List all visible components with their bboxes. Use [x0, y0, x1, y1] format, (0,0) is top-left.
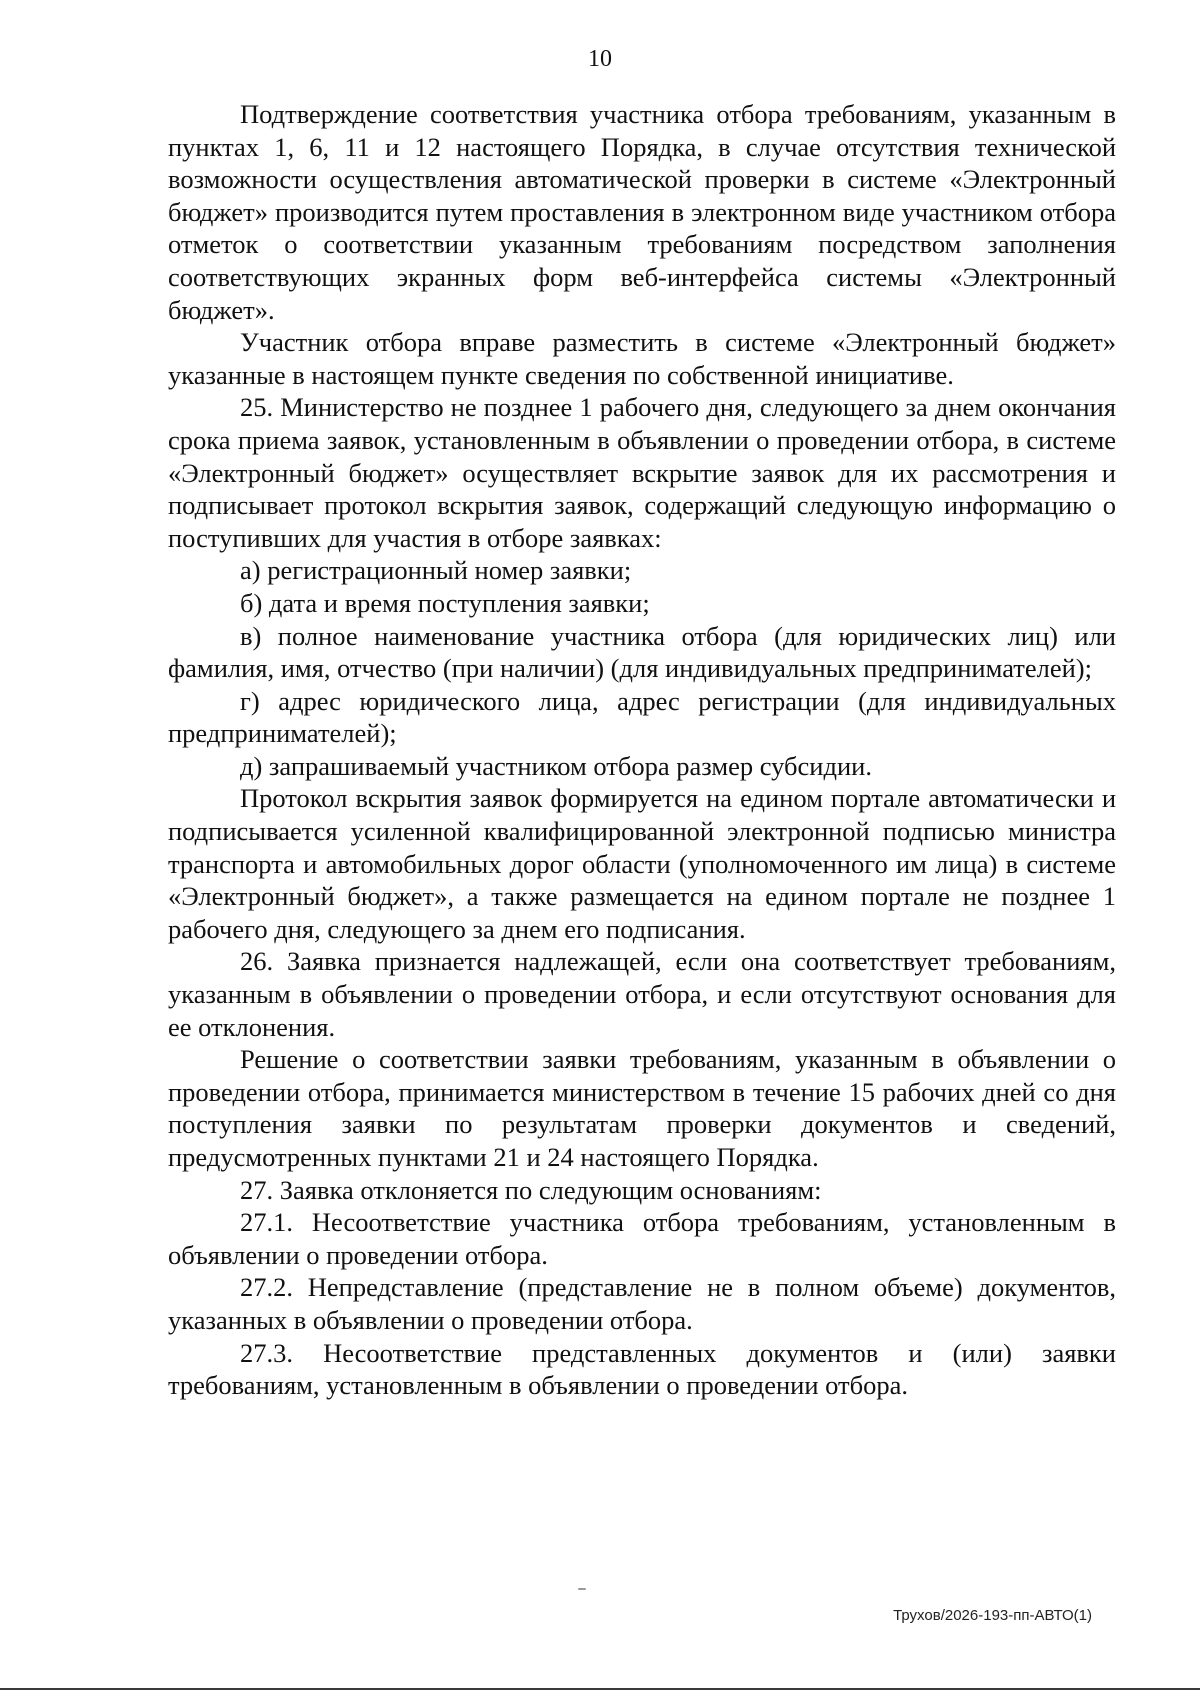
- document-code: Трухов/2026-193-пп-АВТО(1): [893, 1607, 1092, 1624]
- paragraph-own-initiative: Участник отбора вправе разместить в системе «Электронный бюджет» указанные в настоящем пункте сведения по собственной инициативе.: [168, 327, 1116, 390]
- list-item-a: а) регистрационный номер заявки;: [240, 555, 632, 586]
- paragraph-protocol: Протокол вскрытия заявок формируется на едином портале автоматически и подписывается усиленной квалифицированной электронной подписью министра транспорта и автомобильных дорог области (уполномоченного им лица) в системе «Электронный бюджет», а также размещается на едином портале не позднее 1 рабочего дня, следующего за днем его подписания.: [168, 783, 1116, 944]
- list-item-b: б) дата и время поступления заявки;: [240, 587, 650, 618]
- list-item-v: в) полное наименование участника отбора (для юридических лиц) или фамилия, имя, отчество (при наличии) (для индивидуальных предпринимателей);: [168, 620, 1116, 684]
- list-item-d: д) запрашиваемый участником отбора размер субсидии.: [240, 750, 872, 781]
- paragraph-item-27-3: 27.3. Несоответствие представленных документов и (или) заявки требованиям, установленным в объявлении о проведении отбора.: [168, 1337, 1116, 1401]
- paragraph-confirmation: Подтверждение соответствия участника отбора требованиям, указанным в пунктах 1, 6, 11 и 12 настоящего Порядка, в случае отсутствия технической возможности осуществления автоматической проверки в системе «Электронный бюджет» производится путем проставления в электронном виде участником отбора отметок о соответствии указанным требованиям посредством заполнения соответствующих экранных форм веб-интерфейса системы «Электронный бюджет».: [168, 99, 1116, 325]
- paragraph-item-25: 25. Министерство не позднее 1 рабочего дня, следующего за днем окончания срока приема заявок, установленным в объявлении о проведении отбора, в системе «Электронный бюджет» осуществляет вскрытие заявок для их рассмотрения и подписывает протокол вскрытия заявок, содержащий следующую информацию о поступивших для участия в отборе заявках:: [168, 392, 1116, 553]
- paragraph-item-27-2: 27.2. Непредставление (представление не в полном объеме) документов, указанных в объявлении о проведении отбора.: [168, 1272, 1116, 1335]
- paragraph-decision: Решение о соответствии заявки требованиям, указанным в объявлении о проведении отбора, принимается министерством в течение 15 рабочих дней со дня поступления заявки по результатам проверки документов и сведений, предусмотренных пунктами 21 и 24 настоящего Порядка.: [168, 1044, 1116, 1172]
- scan-mark: [578, 1588, 586, 1590]
- paragraph-item-26: 26. Заявка признается надлежащей, если она соответствует требованиям, указанным в объявлении о проведении отбора, и если отсутствуют основания для ее отклонения.: [168, 946, 1116, 1042]
- bottom-edge-line: [0, 1688, 1200, 1690]
- paragraph-item-27-1: 27.1. Несоответствие участника отбора требованиям, установленным в объявлении о проведении отбора.: [168, 1207, 1116, 1270]
- list-item-g: г) адрес юридического лица, адрес регистрации (для индивидуальных предпринимателей);: [168, 685, 1116, 749]
- paragraph-item-27: 27. Заявка отклоняется по следующим основаниям:: [240, 1174, 822, 1205]
- page-number: 10: [588, 46, 612, 72]
- document-body: [168, 98, 1116, 1402]
